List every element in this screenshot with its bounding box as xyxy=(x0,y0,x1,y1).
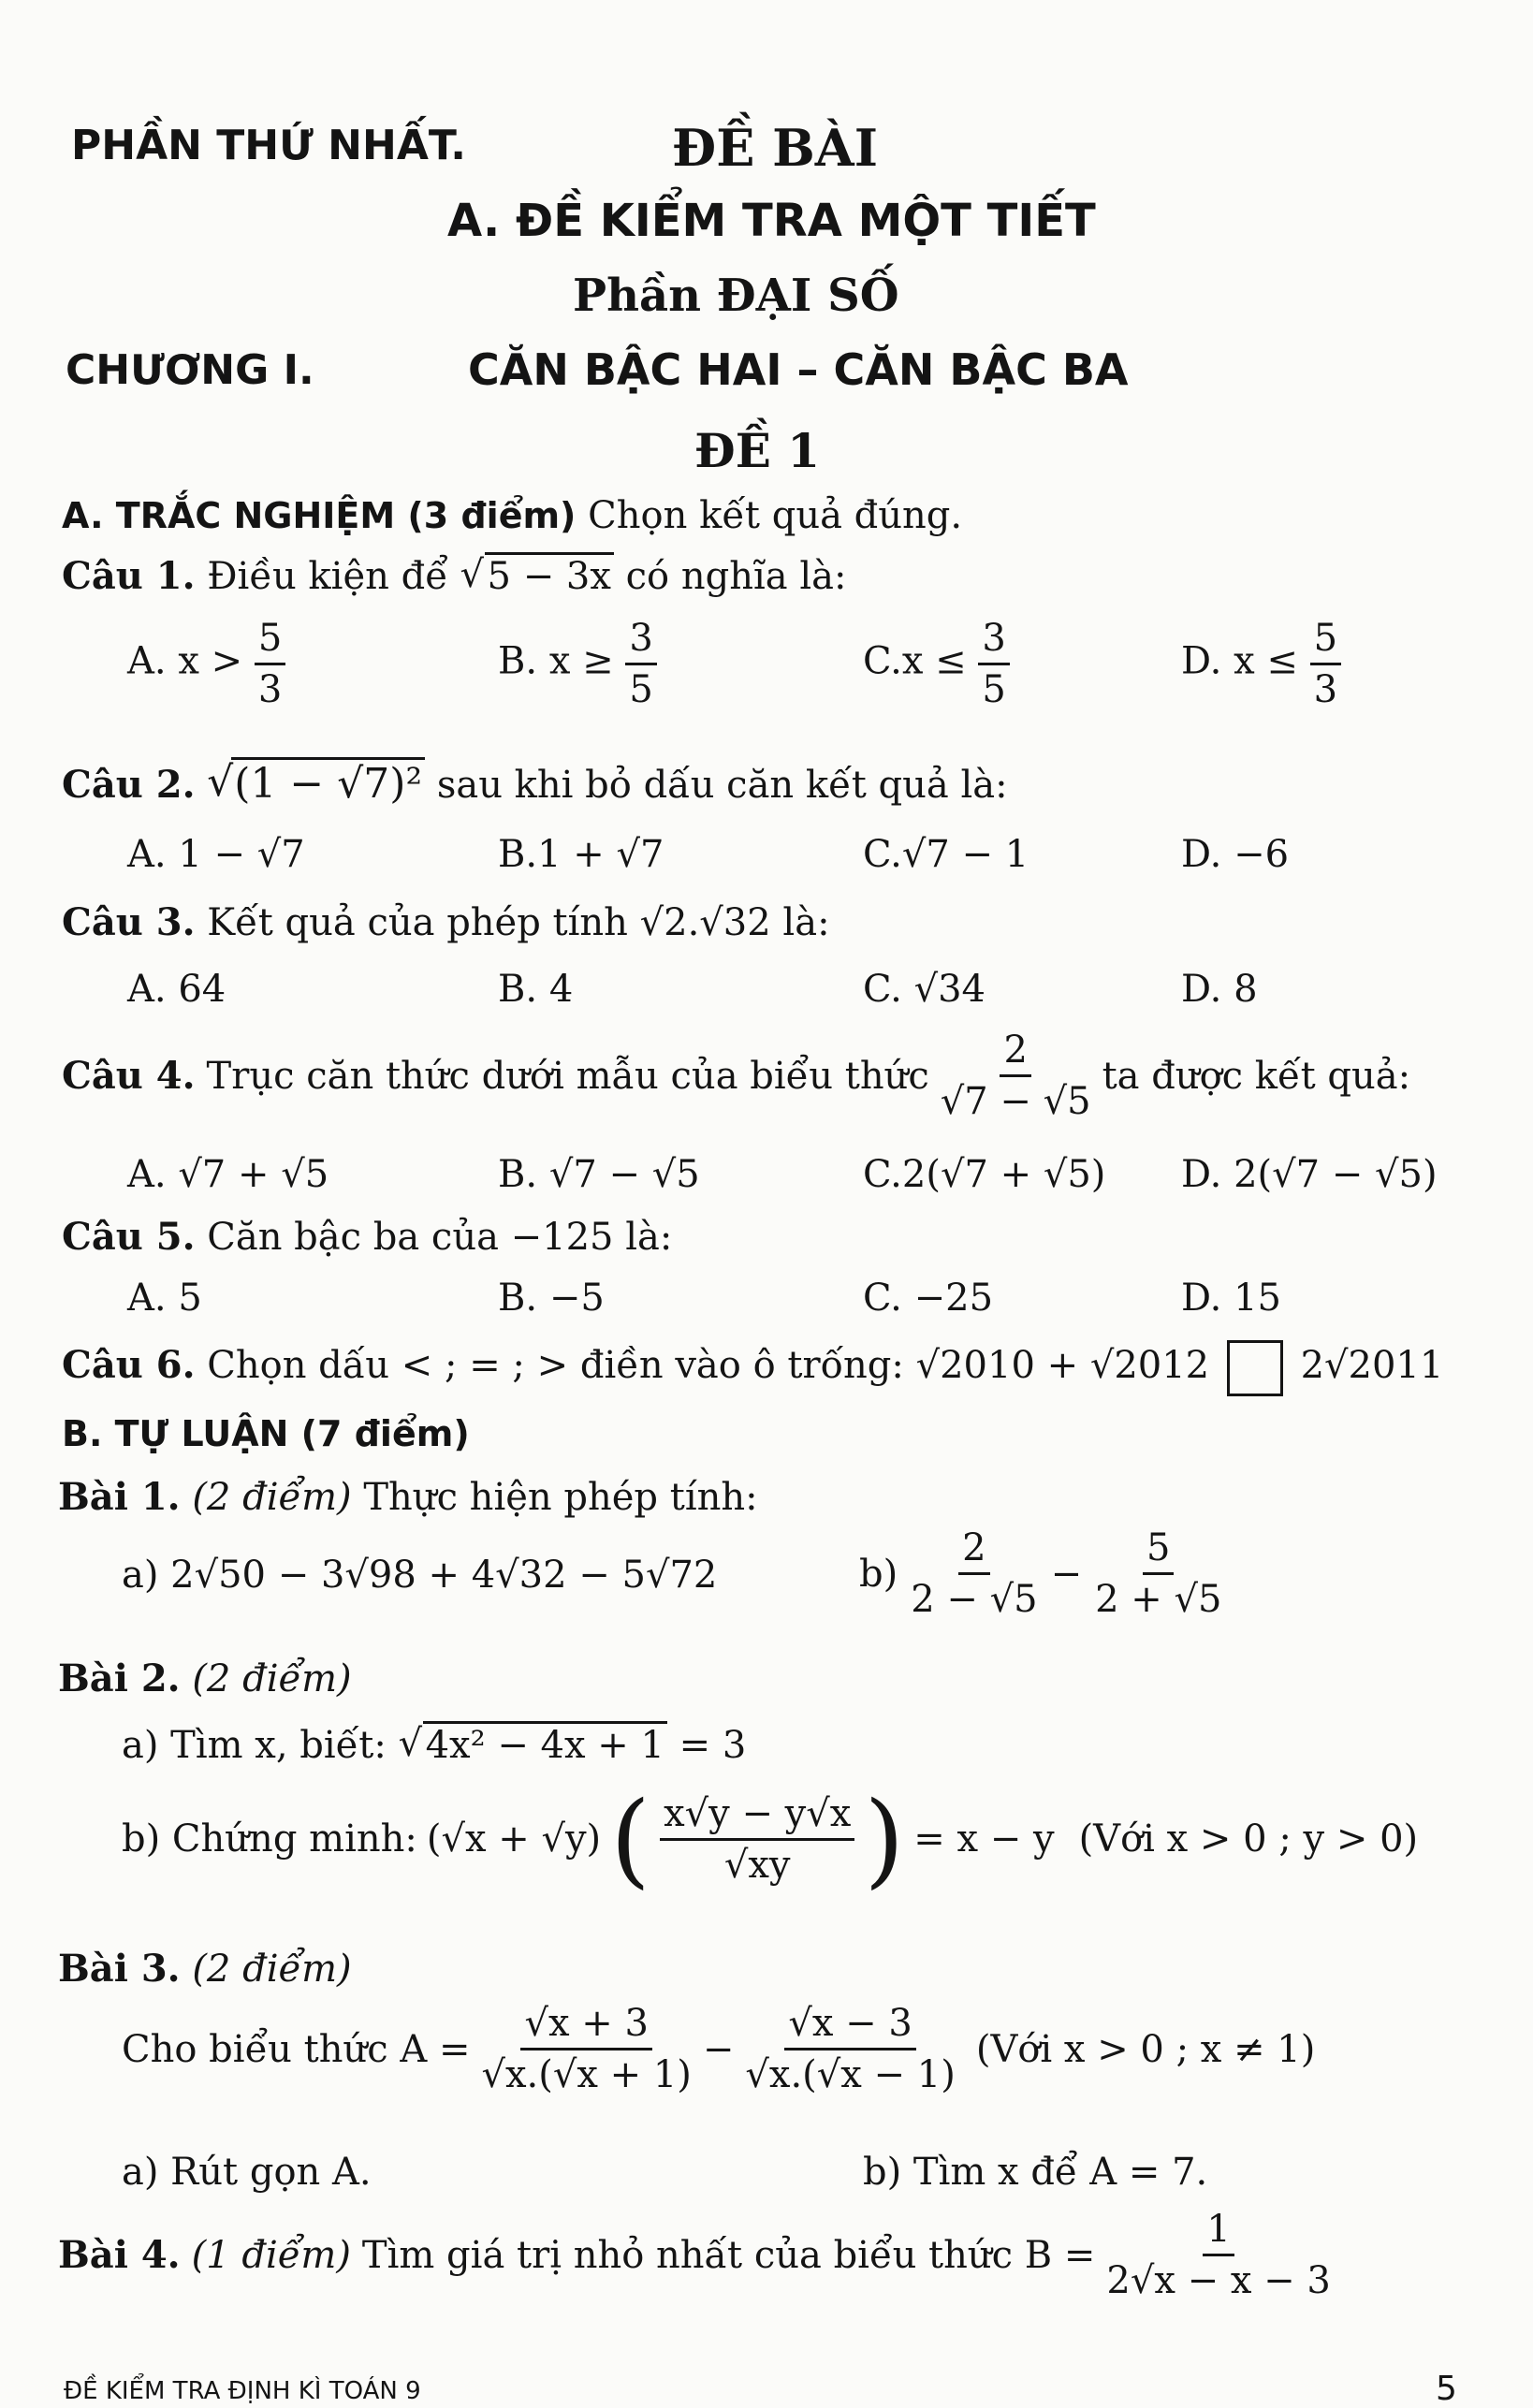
question-tail: là: xyxy=(782,901,830,944)
q5-option-b[interactable]: B. −5 xyxy=(498,1277,605,1320)
bai-2 xyxy=(58,1656,352,1700)
question-6 xyxy=(62,1340,1443,1396)
bai-points: (2 điểm) xyxy=(192,1657,352,1700)
phan-dai-so-title: Phần ĐẠI SỐ xyxy=(573,270,899,322)
bai-3-expression: Cho biểu thức A = $\frac{√x + 3}{√x.(√x + 1)}$ − $\frac{√x - 3}{√x.(√x - 1)}$ (Với x > 0 ; x ≠ 1) xyxy=(122,2002,1316,2096)
question-2 xyxy=(62,760,1008,808)
q4-option-c[interactable]: C.2(√7 + √5) xyxy=(863,1153,1106,1196)
question-4 xyxy=(62,1029,1410,1122)
tu-luan-title: B. TỰ LUẬN (7 điểm) xyxy=(62,1413,470,1454)
q1-option-d[interactable]: D. x ≤ $\frac{5}{3}$ xyxy=(1181,618,1341,710)
q4-option-b[interactable]: B. √7 − √5 xyxy=(498,1153,700,1196)
question-tail: có nghĩa là: xyxy=(625,555,847,598)
bai-2-part-b: b) Chứng minh: (√x + √y) ( $\frac{x√y - y√x}{√xy}$ ) = x − y (Với x > 0 ; y > 0) xyxy=(122,1779,1419,1899)
question-text: Trục căn thức dưới mẫu của biểu thức xyxy=(206,1054,929,1098)
fraction: $\frac{3}{5}$ xyxy=(978,618,1009,710)
q2-option-d[interactable]: D. −6 xyxy=(1181,833,1290,876)
q4-option-d[interactable]: D. 2(√7 − √5) xyxy=(1181,1153,1438,1196)
de-1-title: ĐỀ 1 xyxy=(694,423,821,478)
math-expression: √2.√32 xyxy=(639,901,771,944)
q3-option-c[interactable]: C. √34 xyxy=(863,968,986,1011)
chapter-title: CĂN BẬC HAI – CĂN BẬC BA xyxy=(468,344,1129,395)
question-label: Câu 1. xyxy=(62,554,196,598)
sqrt-expression: √ (1 − √7)² xyxy=(207,760,425,808)
bai-text: Tìm giá trị nhỏ nhất của biểu thức B = xyxy=(361,2233,1096,2277)
footer-title: ĐỀ KIỂM TRA ĐỊNH KÌ TOÁN 9 xyxy=(64,2377,421,2405)
question-5 xyxy=(62,1215,672,1259)
math-expression: 2√2011 xyxy=(1300,1344,1444,1387)
chapter-label: CHƯƠNG I. xyxy=(66,346,314,394)
de-bai-title: ĐỀ BÀI xyxy=(672,118,878,178)
bai-2-part-a: a) Tìm x, biết: √ 4x² − 4x + 1 = 3 xyxy=(122,1724,746,1767)
bai-3 xyxy=(58,1947,352,1991)
question-text: Căn bậc ba của −125 là: xyxy=(207,1216,673,1259)
bai-points: (2 điểm) xyxy=(192,1948,352,1991)
question-tail: ta được kết quả: xyxy=(1102,1054,1411,1098)
section-a-title: A. ĐỀ KIỂM TRA MỘT TIẾT xyxy=(447,195,1096,247)
bai-4 xyxy=(58,2209,1331,2301)
question-label: Câu 6. xyxy=(62,1343,196,1387)
question-text: Điều kiện để xyxy=(207,555,448,598)
bai-label: Bài 1. xyxy=(58,1475,181,1519)
fraction: $\frac{√x + 3}{√x.(√x + 1)}$ xyxy=(481,2002,692,2096)
q4-option-a[interactable]: A. √7 + √5 xyxy=(127,1153,329,1196)
bai-text: Thực hiện phép tính: xyxy=(363,1476,758,1519)
bai-points: (1 điểm) xyxy=(191,2233,351,2277)
bai-label: Bài 2. xyxy=(58,1656,181,1700)
question-text: Chọn dấu < ; = ; > điền vào ô trống: xyxy=(207,1344,904,1387)
question-1 xyxy=(62,554,846,598)
fraction: $\frac{3}{5}$ xyxy=(625,618,656,710)
bai-1-part-b: b) $\frac{2}{2 - √5}$ − $\frac{5}{2 + √5}$ xyxy=(859,1526,1222,1621)
q3-option-a[interactable]: A. 64 xyxy=(127,968,226,1011)
q1-option-b[interactable]: B. x ≥ $\frac{3}{5}$ xyxy=(498,618,657,710)
q1-option-c[interactable]: C.x ≤ $\frac{3}{5}$ xyxy=(863,618,1010,710)
sqrt-expression: √ 4x² − 4x + 1 xyxy=(399,1724,667,1767)
bai-1 xyxy=(58,1475,758,1519)
q2-option-a[interactable]: A. 1 − √7 xyxy=(127,833,305,876)
trac-nghiem-title: A. TRẮC NGHIỆM (3 điểm) xyxy=(62,495,577,536)
page-number: 5 xyxy=(1436,2370,1457,2408)
bai-3-part-a: a) Rút gọn A. xyxy=(122,2151,372,2194)
bai-label: Bài 4. xyxy=(58,2233,181,2277)
fraction: $\frac{5}{3}$ xyxy=(255,618,285,710)
q2-option-c[interactable]: C.√7 − 1 xyxy=(863,833,1029,876)
bai-3-part-b: b) Tìm x để A = 7. xyxy=(863,2151,1208,2194)
question-label: Câu 5. xyxy=(62,1215,196,1259)
fraction: $\frac{1}{2√x - x - 3}$ xyxy=(1106,2208,1331,2302)
q3-option-b[interactable]: B. 4 xyxy=(498,968,574,1011)
fraction: $\frac{5}{3}$ xyxy=(1310,618,1341,710)
trac-nghiem-instruction: Chọn kết quả đúng. xyxy=(588,494,963,537)
question-label: Câu 3. xyxy=(62,900,196,944)
q1-option-a[interactable]: A. x > $\frac{5}{3}$ xyxy=(127,618,285,710)
q2-option-b[interactable]: B.1 + √7 xyxy=(498,833,664,876)
question-text: Kết quả của phép tính xyxy=(207,901,628,944)
trac-nghiem-heading xyxy=(62,494,962,537)
q3-option-d[interactable]: D. 8 xyxy=(1181,968,1258,1011)
answer-box[interactable] xyxy=(1227,1340,1283,1396)
bai-points: (2 điểm) xyxy=(192,1476,352,1519)
fraction: $\frac{5}{2 + √5}$ xyxy=(1095,1526,1222,1621)
question-tail: sau khi bỏ dấu căn kết quả là: xyxy=(436,764,1008,807)
question-3 xyxy=(62,900,830,944)
fraction: $\frac{√x - 3}{√x.(√x - 1)}$ xyxy=(745,2002,956,2096)
question-label: Câu 2. xyxy=(62,763,196,807)
fraction: $\frac{2}{2 - √5}$ xyxy=(911,1526,1038,1621)
fraction: $\frac{x√y - y√x}{√xy}$ xyxy=(660,1793,854,1886)
bai-1-part-a: a) 2√50 − 3√98 + 4√32 − 5√72 xyxy=(122,1554,718,1597)
sqrt-expression: √ 5 − 3x xyxy=(460,555,614,598)
q5-option-a[interactable]: A. 5 xyxy=(127,1277,202,1320)
fraction: $\frac{2}{√7 - √5}$ xyxy=(940,1029,1091,1123)
q5-option-d[interactable]: D. 15 xyxy=(1181,1277,1281,1320)
math-expression: √2010 + √2012 xyxy=(915,1344,1210,1387)
question-label: Câu 4. xyxy=(62,1054,196,1098)
bai-label: Bài 3. xyxy=(58,1947,181,1991)
q5-option-c[interactable]: C. −25 xyxy=(863,1277,994,1320)
part-title: PHẦN THỨ NHẤT. xyxy=(71,122,466,169)
